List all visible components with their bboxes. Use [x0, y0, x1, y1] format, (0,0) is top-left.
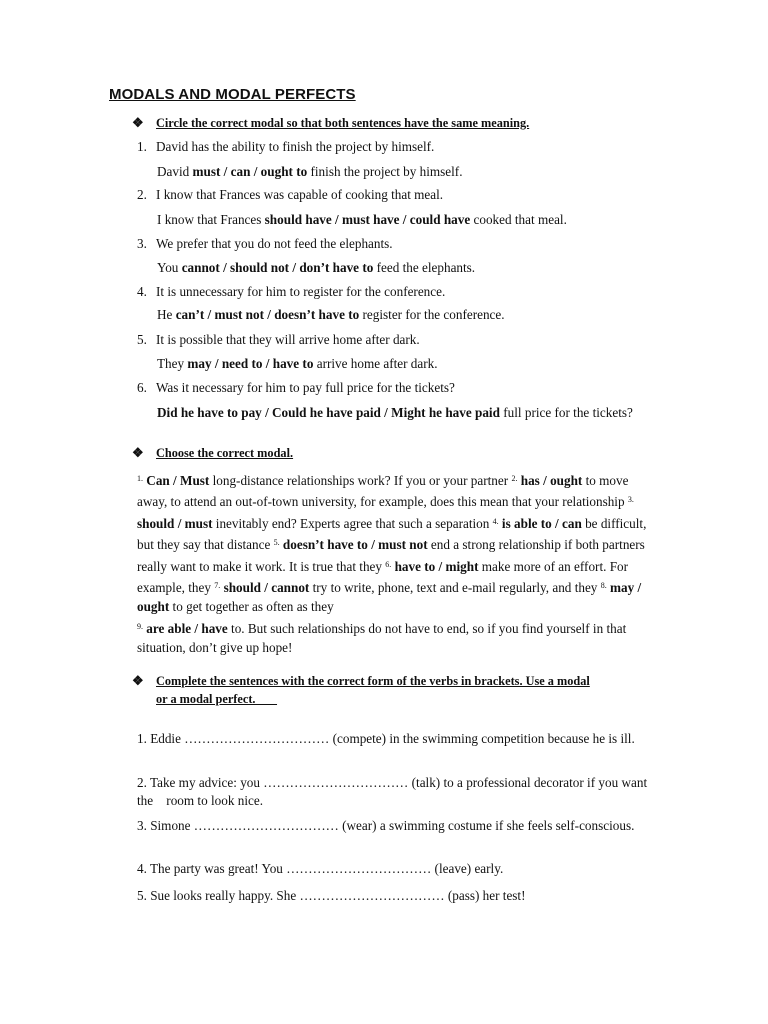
section1-heading [132, 114, 656, 132]
section2-instruction: Choose the correct modal. [156, 446, 294, 460]
exercise3-item-4[interactable]: 4. The party was great! You …………………………… (leave) early. [137, 861, 504, 876]
exercise1-answer-1: David must / can / ought to finish the project by himself. [157, 164, 463, 179]
modal-options[interactable]: Can / Must [146, 473, 210, 488]
exercise1-item-5: 5. It is possible that they will arrive home after dark. [137, 332, 420, 347]
exercise1-answer-3: You cannot / should not / don’t have to feed the elephants. [157, 260, 476, 275]
diamond-bullet-icon: ❖ [132, 673, 144, 688]
exercise3-item-1[interactable]: 1. Eddie …………………………… (compete) in the swimming competition because he is ill. [137, 731, 635, 746]
exercise1-answer-5: They may / need to / have to arrive home after dark. [157, 356, 438, 371]
modal-options[interactable]: cannot / should not / don’t have to [181, 260, 374, 275]
section3-instruction-line1: Complete the sentences with the correct form of the verbs in brackets. Use a modal [156, 674, 590, 688]
exercise3-item-3[interactable]: 3. Simone …………………………… (wear) a swimming costume if she feels self-conscious. [137, 818, 635, 833]
modal-options[interactable]: should / must [137, 515, 213, 531]
cloze-paragraph: $^{1.}$ Can / Must long-distance relationships work? If you or your partner $^{2.}$ has / ought to move away, to attend an out-of-town university, for example, does this mean that your relationship $^{3.}$ should / must inevitably end? Experts agree that such a separation $^{4.}$ is able to / can be difficult, but they say that distance $^{5.}$ doesn’t have to / must not end a strong relationship if both partners really want to make it work. It is true that they $^{6.}$ have to / might make more of an effort. For example, they $^{7.}$ should / cannot try to write, phone, text and e-mail regularly, and they $^{8.}$ may / ought to get together as often as they $^{9.}$ are able / have to. But such relationships do not have to end, so if you find yourself in that situation, don’t give up hope! [137, 473, 647, 656]
modal-options[interactable]: should / cannot [223, 580, 310, 596]
section3-heading [132, 672, 656, 708]
exercise3-item-5[interactable]: 5. Sue looks really happy. She …………………………… (pass) her test! [137, 888, 526, 903]
exercise1-item-2: 2. I know that Frances was capable of cooking that meal. [137, 187, 444, 202]
modal-options[interactable]: have to / might [394, 558, 479, 574]
exercise3-item-2[interactable]: 2. Take my advice: you …………………………… (talk) to a professional decorator if you want the room to look nice. [137, 775, 651, 808]
modal-options[interactable]: may / ought [137, 580, 642, 615]
section1-instruction: Circle the correct modal so that both sentences have the same meaning. [156, 116, 530, 130]
modal-options[interactable]: must / can / ought to [192, 164, 308, 179]
exercise1-answer-4: He can’t / must not / doesn’t have to register for the conference. [157, 307, 505, 322]
diamond-bullet-icon: ❖ [132, 445, 144, 460]
modal-options[interactable]: are able / have [146, 620, 228, 636]
modal-options[interactable]: may / need to / have to [187, 356, 314, 371]
diamond-bullet-icon: ❖ [132, 115, 144, 130]
modal-options[interactable]: can’t / must not / doesn’t have to [175, 307, 360, 322]
section3-instruction-line2: or a modal perfect. [156, 692, 256, 706]
modal-options[interactable]: has / ought [520, 473, 583, 488]
exercise1-item-4: 4. It is unnecessary for him to register for the conference. [137, 284, 446, 299]
modal-options[interactable]: doesn’t have to / must not [282, 537, 428, 553]
modal-options[interactable]: is able to / can [501, 515, 582, 531]
page-title: MODALS AND MODAL PERFECTS [109, 86, 356, 103]
modal-options[interactable]: Did he have to pay / Could he have paid / Might he have paid [157, 405, 500, 420]
section2-heading [132, 444, 656, 462]
exercise1-item-3: 3. We prefer that you do not feed the elephants. [137, 236, 393, 251]
exercise1-item-6: 6. Was it necessary for him to pay full price for the tickets? [137, 380, 455, 395]
modal-options[interactable]: should have / must have / could have [264, 212, 471, 227]
exercise1-answer-6: Did he have to pay / Could he have paid / Might he have paid full price for the tickets? [157, 405, 633, 420]
exercise1-item-1: 1. David has the ability to finish the project by himself. [137, 139, 435, 154]
exercise1-answer-2: I know that Frances should have / must have / could have cooked that meal. [157, 212, 567, 227]
